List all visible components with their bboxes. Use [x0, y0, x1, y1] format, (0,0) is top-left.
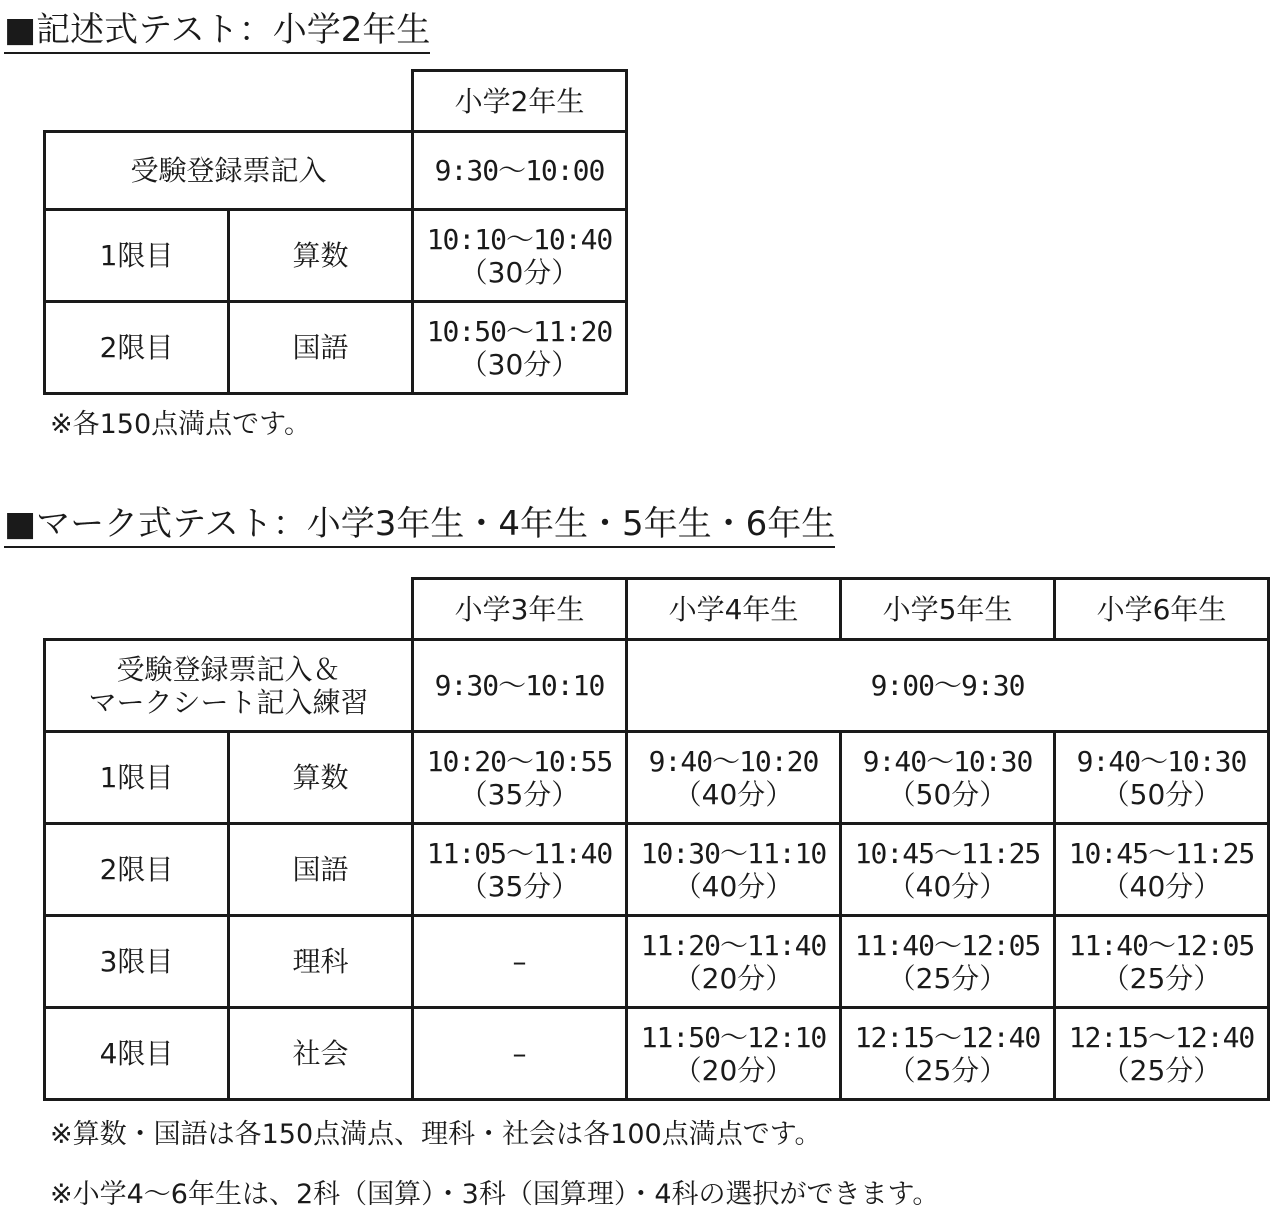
period-label: 1限目: [45, 210, 229, 302]
score-note: ※算数・国語は各150点満点、理科・社会は各100点満点です。: [50, 1119, 822, 1150]
period-time-cell: [1055, 916, 1269, 1008]
score-note: ※各150点満点です。: [50, 409, 311, 440]
time-range: 10:30〜11:10: [640, 836, 827, 870]
duration: （20分）: [673, 961, 794, 995]
section-heading-written-test: [4, 8, 430, 52]
period-time-cell: [627, 916, 841, 1008]
registration-label: [45, 640, 413, 732]
subject-selection-note: ※小学4〜6年生は、2科（国算）・3科（国算理）・4科の選択ができます。: [50, 1179, 940, 1210]
duration: （30分）: [459, 347, 580, 381]
schedule-table-grades3-6: [43, 577, 1270, 1101]
heading-text: ■記述式テスト：小学2年生: [4, 10, 431, 50]
dash-mark: –: [512, 1037, 527, 1070]
subject-label: 国語: [229, 824, 413, 916]
registration-time: 9:30〜10:00: [413, 132, 627, 210]
period-label: 1限目: [45, 732, 229, 824]
duration: （50分）: [1101, 777, 1222, 811]
time-range: 9:40〜10:30: [1076, 744, 1247, 778]
period-time-cell: [413, 732, 627, 824]
subject-label: 国語: [229, 302, 413, 394]
registration-label: 受験登録票記入: [45, 132, 413, 210]
registration-time-grade3: 9:30〜10:10: [413, 640, 627, 732]
period-label: 3限目: [45, 916, 229, 1008]
registration-label-line2: マークシート記入練習: [88, 685, 369, 719]
heading-text: ■マーク式テスト：小学3年生・4年生・5年生・6年生: [4, 504, 836, 544]
subject-label: 理科: [229, 916, 413, 1008]
time-range: 10:50〜11:20: [426, 314, 613, 348]
duration: （35分）: [459, 869, 580, 903]
period-time-cell: [413, 210, 627, 302]
dash-mark: –: [512, 945, 527, 978]
period-label: 2限目: [45, 824, 229, 916]
duration: （25分）: [1101, 1053, 1222, 1087]
period-time-cell: [627, 732, 841, 824]
period-time-cell: [1055, 824, 1269, 916]
registration-label-line1: 受験登録票記入＆: [116, 652, 341, 686]
subject-label: 算数: [229, 210, 413, 302]
time-range: 10:20〜10:55: [426, 744, 613, 778]
time-range: 10:45〜11:25: [854, 836, 1041, 870]
grade-header: 小学4年生: [627, 579, 841, 640]
time-range: 11:40〜12:05: [1068, 928, 1255, 962]
period-time-cell: [413, 302, 627, 394]
empty-corner-cell: [45, 579, 413, 640]
duration: （40分）: [887, 869, 1008, 903]
period-time-cell: [841, 916, 1055, 1008]
duration: （25分）: [887, 1053, 1008, 1087]
no-exam-cell: [413, 916, 627, 1008]
duration: （25分）: [887, 961, 1008, 995]
grade-header: 小学6年生: [1055, 579, 1269, 640]
duration: （35分）: [459, 777, 580, 811]
duration: （30分）: [459, 255, 580, 289]
time-range: 11:20〜11:40: [640, 928, 827, 962]
time-range: 10:10〜10:40: [426, 222, 613, 256]
no-exam-cell: [413, 1008, 627, 1100]
period-time-cell: [627, 824, 841, 916]
duration: （40分）: [673, 777, 794, 811]
period-time-cell: [841, 732, 1055, 824]
period-time-cell: [1055, 1008, 1269, 1100]
time-range: 12:15〜12:40: [1068, 1020, 1255, 1054]
heading-underline: [4, 52, 430, 54]
subject-label: 算数: [229, 732, 413, 824]
grade-header: 小学2年生: [413, 71, 627, 132]
duration: （40分）: [1101, 869, 1222, 903]
time-range: 9:40〜10:20: [648, 744, 819, 778]
period-label: 2限目: [45, 302, 229, 394]
duration: （40分）: [673, 869, 794, 903]
period-label: 4限目: [45, 1008, 229, 1100]
empty-corner-cell: [45, 71, 413, 132]
heading-underline: [4, 546, 835, 548]
section-heading-mark-test: [4, 502, 835, 546]
period-time-cell: [413, 824, 627, 916]
subject-label: 社会: [229, 1008, 413, 1100]
schedule-table-grade2: [43, 69, 628, 395]
duration: （50分）: [887, 777, 1008, 811]
period-time-cell: [1055, 732, 1269, 824]
grade-header: 小学5年生: [841, 579, 1055, 640]
period-time-cell: [627, 1008, 841, 1100]
time-range: 10:45〜11:25: [1068, 836, 1255, 870]
time-range: 12:15〜12:40: [854, 1020, 1041, 1054]
period-time-cell: [841, 1008, 1055, 1100]
time-range: 9:40〜10:30: [862, 744, 1033, 778]
registration-time-grades4-6: 9:00〜9:30: [627, 640, 1269, 732]
period-time-cell: [841, 824, 1055, 916]
time-range: 11:05〜11:40: [426, 836, 613, 870]
grade-header: 小学3年生: [413, 579, 627, 640]
duration: （20分）: [673, 1053, 794, 1087]
time-range: 11:40〜12:05: [854, 928, 1041, 962]
duration: （25分）: [1101, 961, 1222, 995]
time-range: 11:50〜12:10: [640, 1020, 827, 1054]
